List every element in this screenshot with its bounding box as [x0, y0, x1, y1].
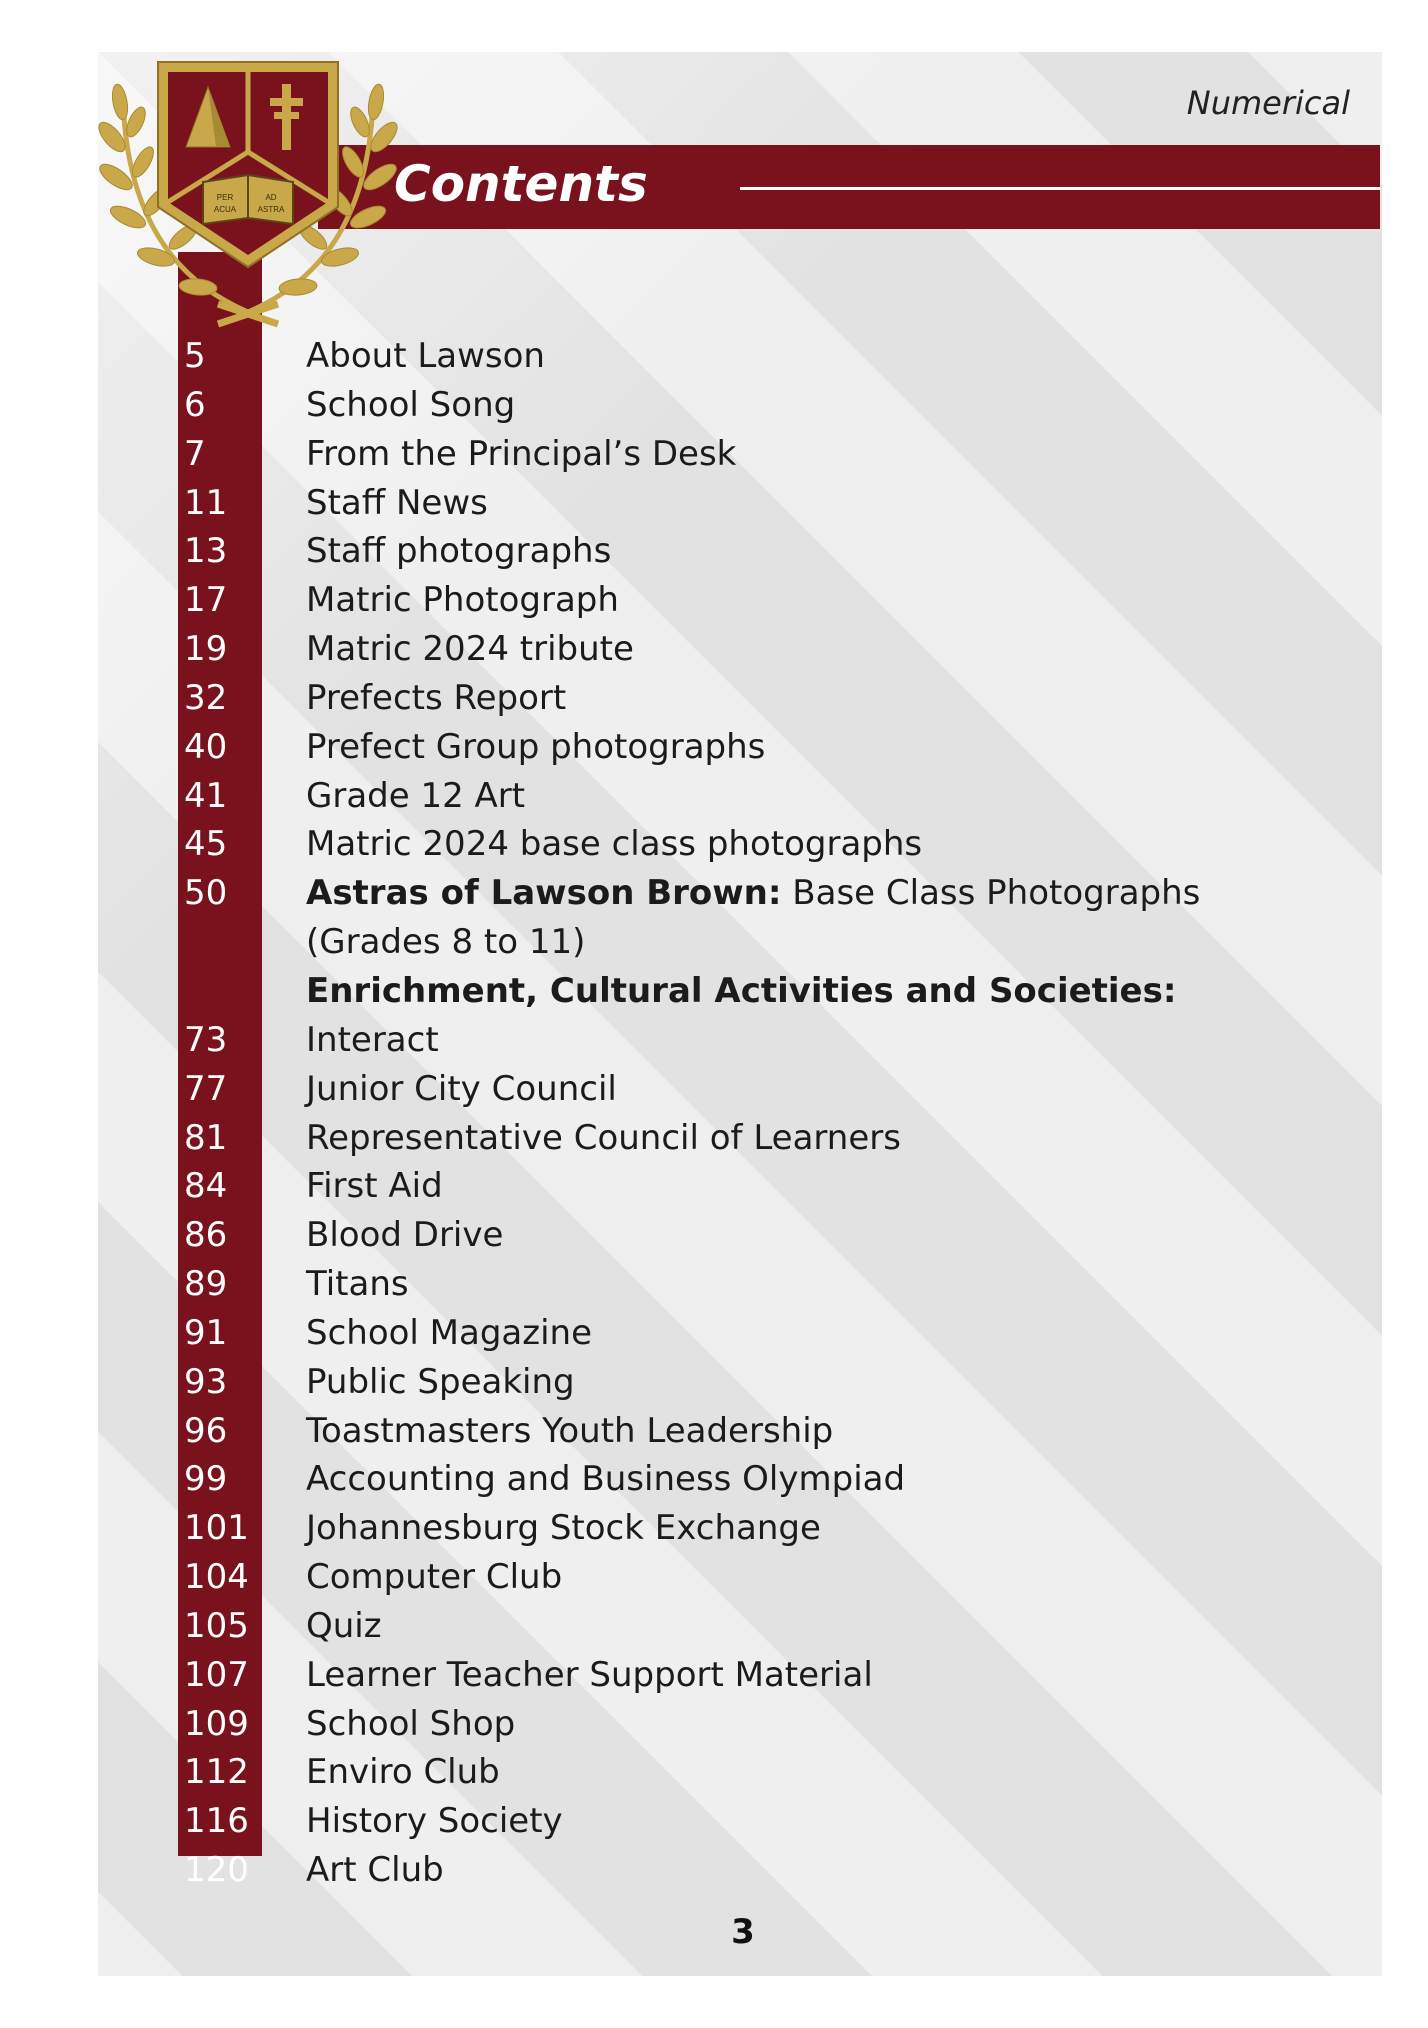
- toc-title: Astras of Lawson Brown: Base Class Photographs: [306, 873, 1201, 914]
- toc-page-number: 41: [184, 775, 228, 816]
- table-of-contents: [98, 332, 1382, 1895]
- toc-title: Computer Club: [306, 1557, 563, 1598]
- toc-title: Accounting and Business Olympiad: [306, 1459, 906, 1500]
- toc-title: School Shop: [306, 1703, 516, 1744]
- toc-entry[interactable]: [98, 1455, 1382, 1504]
- toc-entry[interactable]: [98, 332, 1382, 381]
- toc-page-number: 101: [184, 1508, 249, 1549]
- toc-entry[interactable]: [98, 1358, 1382, 1407]
- toc-entry[interactable]: [98, 674, 1382, 723]
- toc-page-number: 77: [184, 1068, 228, 1109]
- toc-title: School Song: [306, 384, 516, 425]
- toc-title: First Aid: [306, 1166, 443, 1207]
- toc-page-number: 73: [184, 1019, 228, 1060]
- crest-icon: [98, 52, 398, 332]
- toc-section-heading: [98, 967, 1382, 1016]
- school-crest: [98, 52, 398, 332]
- toc-page-number: 120: [184, 1850, 249, 1891]
- toc-title: Matric 2024 base class photographs: [306, 824, 923, 865]
- motto-word-1: PER: [216, 193, 234, 202]
- toc-title: (Grades 8 to 11): [306, 922, 586, 963]
- toc-title: Toastmasters Youth Leadership: [306, 1410, 834, 1451]
- toc-title: Quiz: [306, 1605, 382, 1646]
- toc-entry[interactable]: [98, 1504, 1382, 1553]
- toc-entry[interactable]: [98, 820, 1382, 869]
- toc-title: Matric 2024 tribute: [306, 629, 634, 670]
- toc-entry[interactable]: [98, 1211, 1382, 1260]
- toc-title: Junior City Council: [306, 1068, 617, 1109]
- toc-title: Art Club: [306, 1850, 444, 1891]
- toc-title: Prefect Group photographs: [306, 726, 766, 767]
- toc-page-number: 5: [184, 336, 206, 376]
- toc-page-number: 105: [184, 1605, 249, 1646]
- toc-entry[interactable]: [98, 772, 1382, 821]
- toc-page-number: 96: [184, 1410, 228, 1451]
- magazine-page: [98, 52, 1382, 1976]
- toc-entry[interactable]: [98, 1114, 1382, 1163]
- toc-page-number: 84: [184, 1166, 228, 1207]
- toc-title: Staff News: [306, 482, 488, 523]
- toc-title: Public Speaking: [306, 1361, 575, 1402]
- motto-word-3: ACUA: [213, 205, 237, 214]
- toc-page-number: 19: [184, 629, 228, 670]
- toc-entry[interactable]: [98, 1748, 1382, 1797]
- toc-entry[interactable]: [98, 1016, 1382, 1065]
- toc-entry[interactable]: [98, 1797, 1382, 1846]
- toc-page-number: 86: [184, 1215, 228, 1256]
- toc-page-number: 116: [184, 1801, 249, 1842]
- toc-entry[interactable]: [98, 1162, 1382, 1211]
- motto-word-2: AD: [265, 193, 277, 202]
- toc-entry[interactable]: [98, 1700, 1382, 1749]
- toc-title: Blood Drive: [306, 1215, 504, 1256]
- toc-entry[interactable]: [98, 1065, 1382, 1114]
- toc-page-number: 107: [184, 1654, 249, 1695]
- title-rule: [740, 187, 1380, 190]
- toc-page-number: 89: [184, 1264, 228, 1305]
- toc-title: About Lawson: [306, 336, 545, 376]
- toc-page-number: 50: [184, 873, 228, 914]
- toc-entry[interactable]: [98, 430, 1382, 479]
- page-title: Contents: [394, 155, 648, 213]
- toc-entry[interactable]: [98, 1602, 1382, 1651]
- toc-page-number: 17: [184, 580, 228, 621]
- toc-entry[interactable]: [98, 479, 1382, 528]
- toc-title: [306, 967, 1176, 1015]
- toc-title-bold: Enrichment, Cultural Activities and Societies:: [306, 970, 1177, 1011]
- toc-page-number: 11: [184, 482, 228, 523]
- toc-entry[interactable]: [98, 625, 1382, 674]
- toc-entry[interactable]: [98, 1260, 1382, 1309]
- toc-entry[interactable]: [98, 1553, 1382, 1602]
- toc-entry[interactable]: [98, 869, 1382, 918]
- toc-page-number: 93: [184, 1361, 228, 1402]
- toc-page-number: 13: [184, 531, 228, 572]
- toc-title: Learner Teacher Support Material: [306, 1654, 873, 1695]
- toc-entry[interactable]: [98, 1407, 1382, 1456]
- toc-entry[interactable]: [98, 1651, 1382, 1700]
- motto-word-4: ASTRA: [257, 205, 285, 214]
- toc-title: Grade 12 Art: [306, 775, 526, 816]
- toc-page-number: 109: [184, 1703, 249, 1744]
- toc-title: History Society: [306, 1801, 563, 1842]
- toc-entry[interactable]: [98, 1309, 1382, 1358]
- title-band: [318, 145, 1380, 229]
- toc-title-bold: Astras of Lawson Brown:: [306, 873, 782, 914]
- toc-title: Prefects Report: [306, 677, 567, 718]
- page-number: 3: [731, 1912, 755, 1952]
- toc-title: From the Principal’s Desk: [306, 433, 737, 474]
- toc-page-number: 91: [184, 1312, 228, 1353]
- ribbon-icon: [218, 304, 278, 324]
- toc-page-number: 7: [184, 433, 206, 474]
- toc-title: Enviro Club: [306, 1752, 500, 1793]
- toc-entry[interactable]: [98, 381, 1382, 430]
- toc-entry: [98, 918, 1382, 967]
- toc-page-number: 40: [184, 726, 228, 767]
- toc-entry[interactable]: [98, 1846, 1382, 1895]
- toc-title: School Magazine: [306, 1312, 593, 1353]
- toc-page-number: 45: [184, 824, 228, 865]
- toc-page-number: 32: [184, 677, 228, 718]
- toc-title: Matric Photograph: [306, 580, 619, 621]
- toc-page-number: 6: [184, 384, 206, 425]
- toc-title: Titans: [306, 1264, 409, 1305]
- toc-entry[interactable]: [98, 723, 1382, 772]
- toc-entry[interactable]: [98, 576, 1382, 625]
- section-label: Numerical: [1186, 84, 1350, 122]
- toc-page-number: 81: [184, 1117, 228, 1158]
- toc-page-number: 104: [184, 1557, 249, 1598]
- toc-entry[interactable]: [98, 527, 1382, 576]
- toc-page-number: 112: [184, 1752, 249, 1793]
- toc-page-number: 99: [184, 1459, 228, 1500]
- toc-title: Representative Council of Learners: [306, 1117, 901, 1158]
- toc-title: Johannesburg Stock Exchange: [306, 1508, 821, 1549]
- toc-title: Interact: [306, 1019, 439, 1060]
- toc-title: Staff photographs: [306, 531, 612, 572]
